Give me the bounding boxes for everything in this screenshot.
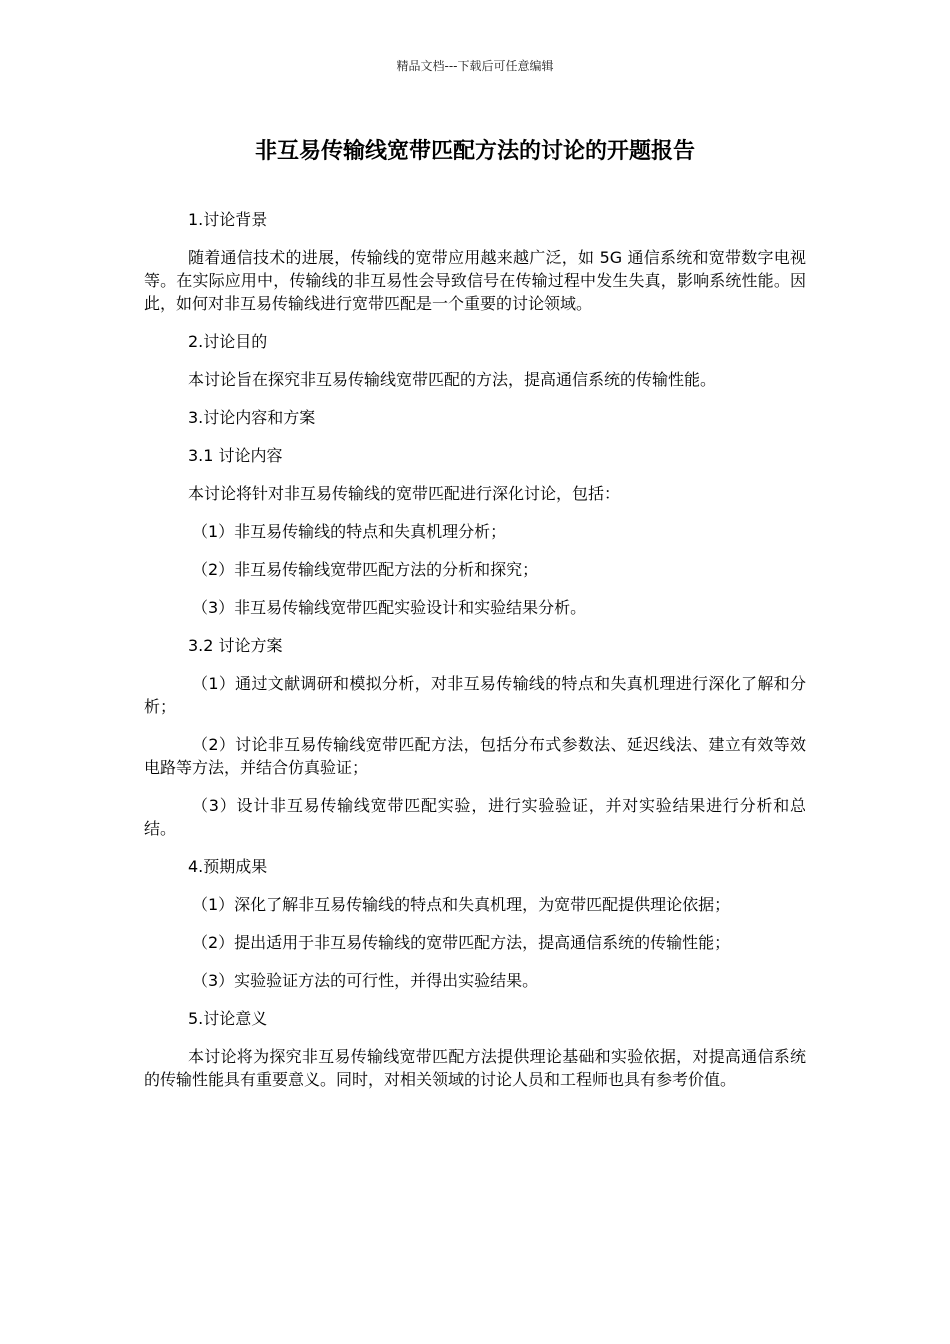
list-item-plan-3: （3）设计非互易传输线宽带匹配实验，进行实验验证，并对实验结果进行分析和总结。 xyxy=(144,796,806,838)
list-item-plan-1: （1）通过文献调研和模拟分析，对非互易传输线的特点和失真机理进行深化了解和分析； xyxy=(144,674,806,716)
list-item-result-1: （1）深化了解非互易传输线的特点和失真机理，为宽带匹配提供理论依据； xyxy=(192,895,731,914)
paragraph-purpose: 本讨论旨在探究非互易传输线宽带匹配的方法，提高通信系统的传输性能。 xyxy=(188,370,717,389)
list-item-result-2: （2）提出适用于非互易传输线的宽带匹配方法，提高通信系统的传输性能； xyxy=(192,933,731,952)
page-header: 精品文档---下载后可任意编辑 xyxy=(396,59,554,73)
subsection-heading-plan: 3.2 讨论方案 xyxy=(188,636,283,655)
section-heading-content-plan: 3.讨论内容和方案 xyxy=(188,408,316,427)
list-item-content-1: （1）非互易传输线的特点和失真机理分析； xyxy=(192,522,507,541)
paragraph-content-intro: 本讨论将针对非互易传输线的宽带匹配进行深化讨论，包括： xyxy=(188,484,621,503)
paragraph-significance: 本讨论将为探究非互易传输线宽带匹配方法提供理论基础和实验依据，对提高通信系统的传输性能具有重要意义。同时，对相关领域的讨论人员和工程师也具有参考价值。 xyxy=(144,1047,806,1089)
list-item-content-3: （3）非互易传输线宽带匹配实验设计和实验结果分析。 xyxy=(192,598,587,617)
subsection-heading-content: 3.1 讨论内容 xyxy=(188,446,283,465)
document-title: 非互易传输线宽带匹配方法的讨论的开题报告 xyxy=(254,139,695,164)
section-heading-expected-results: 4.预期成果 xyxy=(188,857,268,876)
list-item-plan-2: （2）讨论非互易传输线宽带匹配方法，包括分布式参数法、延迟线法、建立有效等效电路等方法，并结合仿真验证； xyxy=(144,735,806,777)
document-body xyxy=(144,208,806,1106)
section-heading-purpose: 2.讨论目的 xyxy=(188,332,268,351)
section-heading-significance: 5.讨论意义 xyxy=(188,1009,268,1028)
list-item-content-2: （2）非互易传输线宽带匹配方法的分析和探究； xyxy=(192,560,539,579)
section-heading-background: 1.讨论背景 xyxy=(188,210,268,229)
paragraph-background: 随着通信技术的进展，传输线的宽带应用越来越广泛，如 5G 通信系统和宽带数字电视等。在实际应用中，传输线的非互易性会导致信号在传输过程中发生失真，影响系统性能。因此，如何对非互易传输线进行宽带匹配是一个重要的讨论领域。 xyxy=(144,248,806,313)
list-item-result-3: （3）实验验证方法的可行性，并得出实验结果。 xyxy=(192,971,539,990)
